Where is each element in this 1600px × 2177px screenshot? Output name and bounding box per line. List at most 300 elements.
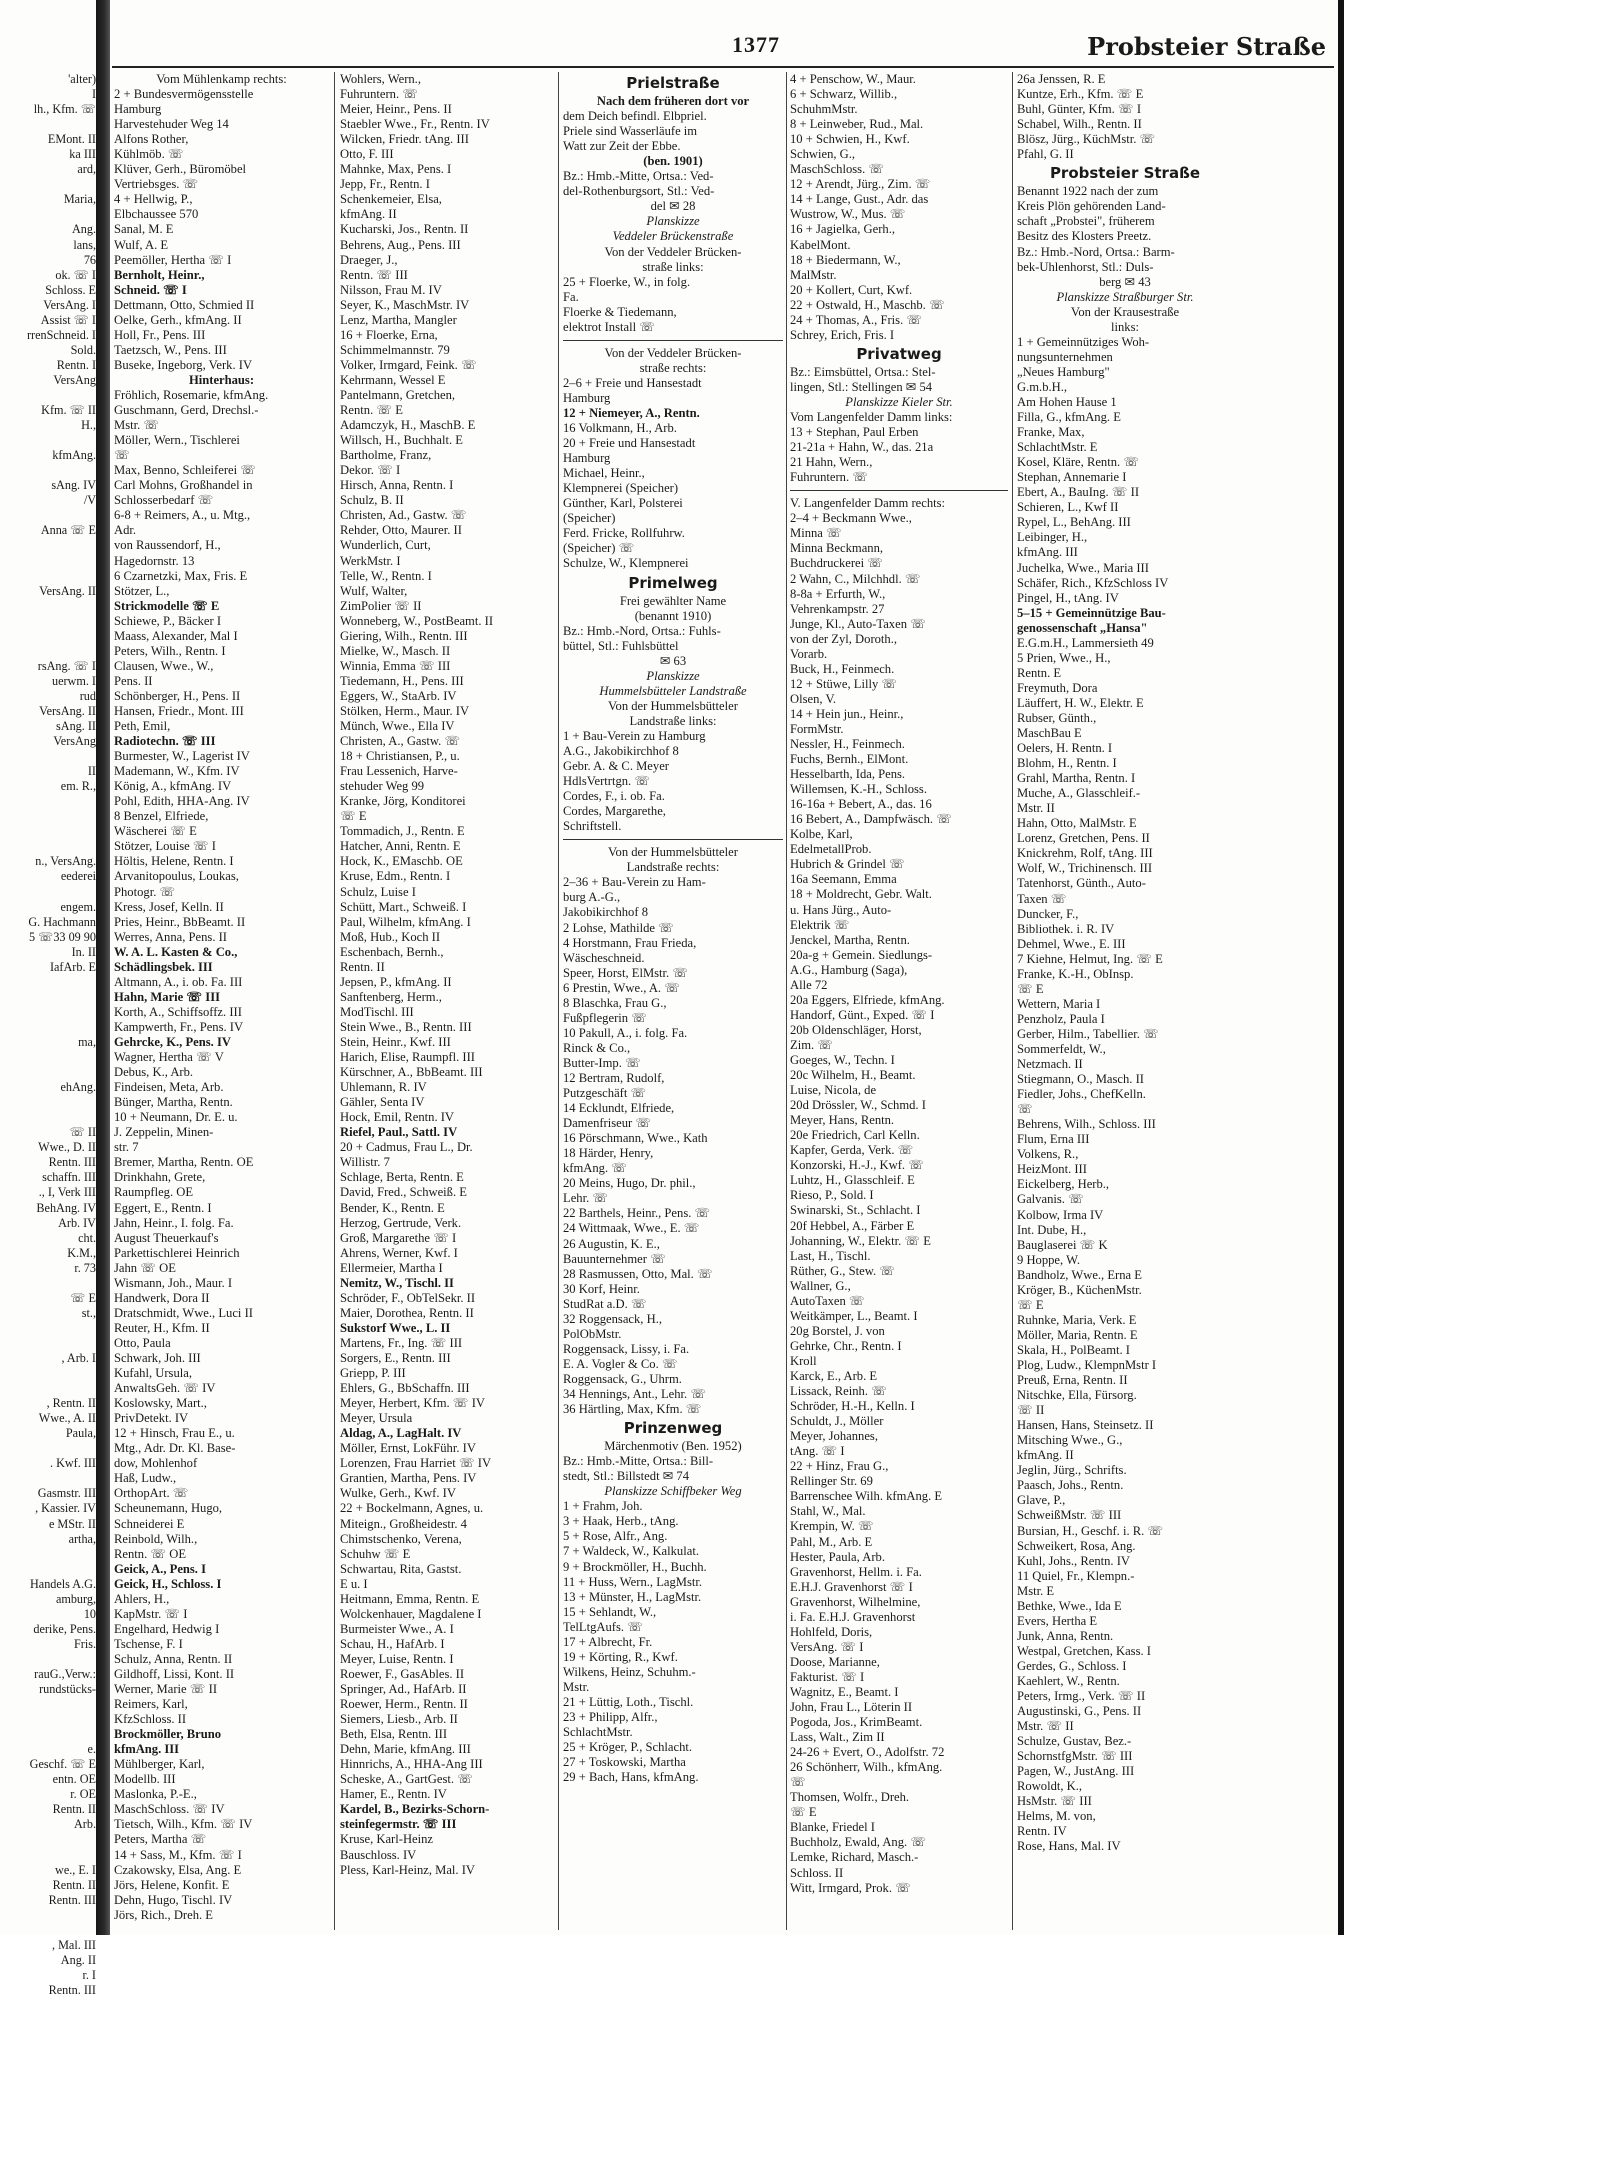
directory-entry: Planskizze <box>646 668 700 683</box>
directory-entry: 9 Hoppe, W. <box>1017 1252 1080 1267</box>
directory-entry: Ahrens, Werner, Kwf. I <box>340 1245 458 1260</box>
directory-entry: Mstr. II <box>1017 801 1055 816</box>
fragment-line: Geschf. ☏ E <box>29 1757 96 1772</box>
fragment-line: sAng. IV <box>51 478 96 493</box>
directory-entry: Lorenz, Gretchen, Pens. II <box>1017 831 1150 846</box>
directory-entry: Buhl, Günter, Kfm. ☏ I <box>1017 102 1142 117</box>
directory-entry: 12 + Niemeyer, A., Rentn. <box>563 405 700 420</box>
directory-entry: Johanning, W., Elektr. ☏ E <box>790 1233 931 1248</box>
directory-entry: Bz.: Hmb.-Mitte, Ortsa.: Bill- <box>563 1454 714 1469</box>
directory-entry: Seyer, K., MaschMstr. IV <box>340 297 470 312</box>
directory-entry: MalMstr. <box>790 267 837 282</box>
directory-entry: Raumpfleg. OE <box>114 1185 194 1200</box>
directory-entry: Hamer, E., Rentn. IV <box>340 1787 447 1802</box>
fragment-line: Rentn. III <box>48 1982 96 1997</box>
directory-entry: 24 + Thomas, A., Fris. ☏ <box>790 312 923 327</box>
directory-entry: Schweikert, Rosa, Ang. <box>1017 1538 1136 1553</box>
fragment-line: ok. ☏ I <box>55 267 96 282</box>
directory-entry: Pingel, H., tAng. IV <box>1017 590 1119 605</box>
directory-entry: Mühlberger, Karl, <box>114 1757 205 1772</box>
directory-entry: 25 + Floerke, W., in folg. <box>563 274 691 289</box>
directory-column-5 <box>1017 72 1233 1930</box>
directory-entry: Kuhl, Johs., Rentn. IV <box>1017 1553 1130 1568</box>
scan-margin <box>1344 0 1600 2177</box>
directory-entry: 10 + Neumann, Dr. E. u. <box>114 1110 238 1125</box>
directory-entry: Bibliothek. i. R. IV <box>1017 921 1115 936</box>
fragment-line <box>0 885 96 900</box>
directory-entry: Burmeister Wwe., A. I <box>340 1621 454 1636</box>
directory-entry: 32 Roggensack, H., <box>563 1311 662 1326</box>
directory-entry: Stiegmann, O., Masch. II <box>1017 1072 1144 1087</box>
directory-entry: Kufahl, Ursula, <box>114 1366 192 1381</box>
directory-entry: 20f Hebbel, A., Färber E <box>790 1218 915 1233</box>
fragment-line: Rentn. II <box>52 1877 96 1892</box>
page-number: 1377 <box>732 32 780 57</box>
directory-entry: straße links: <box>642 259 704 274</box>
fragment-line <box>0 2013 96 2028</box>
directory-entry: E.H.J. Gravenhorst ☏ I <box>790 1579 913 1594</box>
directory-entry: schaft „Probstei", früherem <box>1017 214 1155 229</box>
directory-entry: HsMstr. ☏ III <box>1017 1794 1092 1809</box>
directory-entry: Floerke & Tiedemann, <box>563 304 677 319</box>
directory-entry: Wettern, Maria I <box>1017 996 1101 1011</box>
fragment-line: , Rentn. II <box>46 1396 96 1411</box>
fragment-line <box>0 1366 96 1381</box>
directory-entry: 2–4 + Beckmann Wwe., <box>790 511 912 526</box>
directory-entry: Vom Mühlenkamp rechts: <box>156 72 287 86</box>
directory-entry: Rieso, P., Sold. I <box>790 1188 874 1203</box>
section-rule <box>563 839 783 840</box>
directory-entry: Eickelberg, Herb., <box>1017 1177 1110 1192</box>
directory-entry: 19 + Körting, R., Kwf. <box>563 1649 678 1664</box>
directory-entry: Knickrehm, Rolf, tAng. III <box>1017 846 1153 861</box>
directory-entry: Münch, Wwe., Ella IV <box>340 719 455 734</box>
directory-entry: Schuhw ☏ E <box>340 1546 411 1561</box>
directory-entry: Wulf, A. E <box>114 237 169 252</box>
directory-entry: 2 + Bundesvermögensstelle <box>114 87 254 102</box>
fragment-line: rud <box>79 688 96 703</box>
fragment-line <box>0 1471 96 1486</box>
directory-entry: Jepp, Fr., Rentn. I <box>340 177 430 192</box>
fragment-line <box>0 1065 96 1080</box>
directory-entry: Pohl, Edith, HHA-Ang. IV <box>114 794 250 809</box>
fragment-line <box>0 1562 96 1577</box>
directory-entry: Galvanis. ☏ <box>1017 1192 1084 1207</box>
directory-entry: Mtg., Adr. Dr. Kl. Base- <box>114 1441 236 1456</box>
directory-entry: 16 + Jagielka, Gerh., <box>790 222 896 237</box>
directory-entry: ☏ E <box>790 1805 817 1820</box>
directory-entry: 20e Friedrich, Carl Kelln. <box>790 1128 920 1143</box>
column-divider <box>334 72 335 1930</box>
directory-entry: Gerdes, G., Schloss. I <box>1017 1658 1127 1673</box>
directory-entry: Minna ☏ <box>790 526 842 541</box>
fragment-line: ehAng. <box>60 1080 96 1095</box>
directory-entry: Tiedemann, H., Pens. III <box>340 673 464 688</box>
directory-entry: Nach dem früheren dort vor <box>596 94 750 109</box>
directory-entry: (benannt 1910) <box>634 608 712 623</box>
fragment-line <box>0 538 96 553</box>
directory-entry: stedt, Stl.: Billstedt ✉ 74 <box>563 1469 690 1484</box>
directory-entry: SchornstfgMstr. ☏ III <box>1017 1749 1133 1764</box>
fragment-line: Gasmstr. III <box>37 1486 96 1501</box>
directory-entry: Maass, Alexander, Mal I <box>114 628 238 643</box>
directory-entry: 6 Prestin, Wwe., A. ☏ <box>563 980 680 995</box>
directory-entry: 7 + Waldeck, W., Kalkulat. <box>563 1544 699 1559</box>
directory-entry: Mademann, W., Kfm. IV <box>114 764 240 779</box>
fragment-line <box>0 508 96 523</box>
section-rule <box>563 340 783 341</box>
directory-entry: Schabel, Wilh., Rentn. II <box>1017 117 1142 132</box>
directory-entry: Vom Langenfelder Damm links: <box>790 410 953 425</box>
directory-entry: Augustinski, G., Pens. II <box>1017 1704 1142 1719</box>
directory-entry: Bauglaserei ☏ K <box>1017 1237 1108 1252</box>
directory-entry: Handorf, Günt., Exped. ☏ I <box>790 1007 935 1022</box>
directory-entry: Swinarski, St., Schlacht. I <box>790 1203 921 1218</box>
directory-entry: KapMstr. ☏ I <box>114 1606 188 1621</box>
directory-entry: Miteign., Großheidestr. 4 <box>340 1516 467 1531</box>
directory-entry: (Speicher) ☏ <box>563 541 635 556</box>
directory-entry: Mstr. ☏ <box>114 418 160 433</box>
directory-entry: 16-16a + Bebert, A., das. 16 <box>790 797 932 812</box>
directory-entry: Wulf, Walter, <box>340 583 408 598</box>
directory-entry: Dekor. ☏ I <box>340 463 401 478</box>
directory-entry: Schwark, Joh. III <box>114 1350 201 1365</box>
directory-entry: Stötzer, Louise ☏ I <box>114 839 216 854</box>
directory-entry: Goeges, W., Techn. I <box>790 1053 895 1067</box>
directory-entry: 27 + Toskowski, Martha <box>563 1755 686 1770</box>
directory-entry: Draeger, J., <box>340 252 398 267</box>
directory-entry: 21-21a + Hahn, W., das. 21a <box>790 440 934 455</box>
directory-entry: Modellb. III <box>114 1772 176 1787</box>
directory-entry: Bz.: Hmb.-Mitte, Ortsa.: Ved- <box>563 169 714 184</box>
directory-entry: 20g Borstel, J. von <box>790 1323 885 1338</box>
directory-entry: Möller, Ernst, LokFühr. IV <box>340 1441 476 1456</box>
directory-entry: Schönberger, H., Pens. II <box>114 688 241 703</box>
directory-entry: kfmAng. III <box>1017 545 1078 560</box>
directory-entry: Jakobikirchhof 8 <box>563 905 648 920</box>
street-section-title: Probsteier Straße <box>1049 164 1201 183</box>
directory-entry: Wolf, W., Trichinensch. III <box>1017 861 1153 876</box>
directory-entry: 20d Drössler, W., Schmd. I <box>790 1098 926 1113</box>
directory-entry: Nilsson, Frau M. IV <box>340 282 442 297</box>
directory-entry: Wunderlich, Curt, <box>340 538 431 553</box>
fragment-line: . Kwf. III <box>49 1456 96 1471</box>
directory-entry: Peemöller, Hertha ☏ I <box>114 252 232 267</box>
directory-entry: Schloss. II <box>790 1865 844 1880</box>
directory-entry: Telle, W., Rentn. I <box>340 568 432 583</box>
fragment-line <box>0 1712 96 1727</box>
fragment-line: r. OE <box>70 1787 96 1802</box>
directory-entry: Kuntze, Erh., Kfm. ☏ E <box>1017 87 1144 102</box>
directory-entry: „Neues Hamburg" <box>1017 364 1110 379</box>
directory-entry: Rinck & Co., <box>563 1040 631 1055</box>
directory-entry: Tschense, F. I <box>114 1636 183 1651</box>
directory-entry: Lenz, Martha, Mangler <box>340 312 457 327</box>
directory-entry: 14 + Lange, Gust., Adr. das <box>790 192 929 207</box>
fragment-line <box>0 614 96 629</box>
directory-entry: Roggensack, Lissy, i. Fa. <box>563 1341 690 1356</box>
directory-entry: Martens, Fr., Ing. ☏ III <box>340 1335 463 1350</box>
directory-entry: Wagner, Hertha ☏ V <box>114 1050 224 1065</box>
directory-entry: 5 + Rose, Alfr., Ang. <box>563 1529 668 1544</box>
directory-entry: Taetzsch, W., Pens. III <box>114 342 227 357</box>
directory-entry: Blanke, Friedel I <box>790 1820 875 1835</box>
fragment-line: Rentn. I <box>56 357 96 372</box>
directory-entry: Springer, Ad., HafArb. II <box>340 1682 467 1697</box>
directory-entry: Riefel, Paul., Sattl. IV <box>340 1125 458 1140</box>
fragment-line <box>0 1095 96 1110</box>
directory-entry: VersAng. ☏ I <box>790 1639 864 1654</box>
directory-entry: OrthopArt. ☏ <box>114 1486 189 1501</box>
directory-entry: Alle 72 <box>790 977 828 992</box>
directory-entry: Franke, K.-H., ObInsp. <box>1017 966 1134 981</box>
directory-entry: Maier, Dorothea, Rentn. II <box>340 1305 474 1320</box>
directory-entry: Groß, Margarethe ☏ I <box>340 1230 457 1245</box>
fragment-line: uerwm. I <box>52 673 96 688</box>
directory-entry: 18 + Biedermann, W., <box>790 252 901 267</box>
directory-entry: Griepp, P. III <box>340 1366 406 1381</box>
directory-entry: Hamburg <box>114 102 162 117</box>
directory-entry: Elbchaussee 570 <box>114 207 199 222</box>
directory-entry: 36 Härtling, Max, Kfm. ☏ <box>563 1402 702 1417</box>
directory-column-3 <box>563 72 783 1930</box>
directory-entry: Kruse, Edm., Rentn. I <box>340 869 451 884</box>
directory-entry: Höltis, Helene, Rentn. I <box>114 854 234 869</box>
directory-entry: Sanftenberg, Herm., <box>340 989 442 1004</box>
directory-entry: 20 Meins, Hugo, Dr. phil., <box>563 1176 696 1191</box>
directory-entry: Frei gewählter Name <box>619 593 727 608</box>
directory-entry: Meyer, Herbert, Kfm. ☏ IV <box>340 1396 485 1411</box>
directory-entry: kfmAng. II <box>1017 1448 1074 1463</box>
directory-entry: Cordes, F., i. ob. Fa. <box>563 789 665 804</box>
directory-entry: Herzog, Gertrude, Verk. <box>340 1215 462 1230</box>
fragment-line <box>0 554 96 569</box>
directory-entry: Pless, Karl-Heinz, Mal. IV <box>340 1862 476 1877</box>
directory-entry: Glave, P., <box>1017 1493 1066 1508</box>
directory-entry: Von der Hummelsbütteler <box>608 698 738 713</box>
fragment-line <box>0 1923 96 1938</box>
directory-entry: kfmAng. III <box>114 1742 180 1757</box>
directory-entry: ☏ <box>114 448 130 463</box>
directory-entry: Fakturist. ☏ I <box>790 1669 865 1684</box>
directory-entry: Gebr. A. & C. Meyer <box>563 759 669 774</box>
directory-entry: Mstr. E <box>1017 1583 1055 1598</box>
directory-entry: Adamczyk, H., MaschB. E <box>340 418 476 433</box>
directory-entry: Findeisen, Meta, Arb. <box>114 1080 224 1095</box>
directory-entry: Paasch, Johs., Rentn. <box>1017 1478 1124 1493</box>
directory-entry: Ehlers, G., BbSchaffn. III <box>340 1381 470 1396</box>
fragment-line: 10 <box>83 1606 96 1621</box>
directory-entry: 16 Volkmann, H., Arb. <box>563 421 677 436</box>
directory-entry: Lorenzen, Frau Harriet ☏ IV <box>340 1456 492 1471</box>
directory-entry: Schieren, L., Kwf II <box>1017 500 1119 515</box>
directory-entry: Bz.: Eimsbüttel, Ortsa.: Stel- <box>790 364 936 379</box>
directory-entry: Bauschloss. IV <box>340 1847 417 1862</box>
directory-entry: Jahn ☏ OE <box>114 1260 176 1275</box>
directory-entry: 8 Blaschka, Frau G., <box>563 995 667 1010</box>
directory-entry: Scheske, A., GartGest. ☏ <box>340 1772 473 1787</box>
directory-entry: Radiotechn. ☏ III <box>114 734 216 749</box>
directory-entry: Tietsch, Wilh., Kfm. ☏ IV <box>114 1817 253 1832</box>
directory-entry: Bethke, Wwe., Ida E <box>1017 1598 1122 1613</box>
directory-entry: G.m.b.H., <box>1017 379 1068 394</box>
directory-entry: Blösz, Jürg., KüchMstr. ☏ <box>1017 132 1156 147</box>
directory-entry: 22 + Hinz, Frau G., <box>790 1459 889 1474</box>
directory-entry: Kehrmann, Wessel E <box>340 372 446 387</box>
directory-entry: 14 + Hein jun., Heinr., <box>790 706 904 721</box>
directory-entry: 10 Pakull, A., i. folg. Fa. <box>563 1025 688 1040</box>
directory-entry: SchlachtMstr. E <box>1017 440 1098 455</box>
directory-entry: Pahl, M., Arb. E <box>790 1534 873 1549</box>
directory-entry: 20c Wilhelm, H., Beamt. <box>790 1068 916 1083</box>
directory-entry: Staebler Wwe., Fr., Rentn. IV <box>340 117 490 132</box>
fragment-line: Rentn. II <box>52 1802 96 1817</box>
directory-entry: Wagnitz, E., Beamt. I <box>790 1684 899 1699</box>
fragment-line <box>0 1727 96 1742</box>
directory-entry: Von der Hummelsbütteler <box>608 845 738 860</box>
directory-entry: Aldag, A., LagHalt. IV <box>340 1426 462 1441</box>
directory-entry: Schneiderei E <box>114 1516 185 1531</box>
directory-entry: 18 + Christiansen, P., u. <box>340 749 460 764</box>
directory-entry: KabelMont. <box>790 237 851 252</box>
directory-entry: nungsunternehmen <box>1017 349 1113 364</box>
fragment-line: EMont. II <box>47 132 96 147</box>
fragment-line: entn. OE <box>52 1772 96 1787</box>
fragment-line: rauG.,Verw.: <box>34 1666 96 1681</box>
fragment-line <box>0 990 96 1005</box>
directory-entry: ModTischl. III <box>340 1004 414 1019</box>
directory-column-1 <box>114 72 329 1930</box>
fragment-line: Ang. II <box>60 1952 96 1967</box>
fragment-line: G. Hachmann <box>28 914 96 929</box>
directory-entry: ✉ 63 <box>659 653 687 668</box>
directory-entry: Meyer, Hans, Rentn. <box>790 1113 895 1128</box>
directory-entry: Wilkens, Heinz, Schuhm.- <box>563 1664 696 1679</box>
fragment-line: lans, <box>73 237 96 252</box>
directory-entry: genossenschaft „Hansa" <box>1017 620 1148 635</box>
fragment-line: VersAng. II <box>39 583 96 598</box>
directory-entry: Schütt, Mart., Schweiß. I <box>340 899 467 914</box>
directory-entry: von der Zyl, Doroth., <box>790 631 898 646</box>
column-divider <box>786 72 787 1930</box>
fragment-line: we., E. I <box>55 1862 96 1877</box>
fragment-line: kfmAng. <box>52 448 96 463</box>
directory-entry: 1 + Frahm, Joh. <box>563 1499 643 1514</box>
directory-entry: A.G., Hamburg (Saga), <box>790 962 908 977</box>
directory-entry: Hubrich & Grindel ☏ <box>790 857 905 872</box>
directory-entry: Rentn. ☏ E <box>340 403 403 418</box>
directory-entry: Watt zur Zeit der Ebbe. <box>563 139 681 154</box>
directory-entry: Stötzer, L., <box>114 583 170 598</box>
directory-entry: 2 Wahn, C., Milchhdl. ☏ <box>790 571 921 586</box>
directory-entry: Holl, Fr., Pens. III <box>114 327 206 342</box>
directory-entry: FormMstr. <box>790 721 844 736</box>
directory-entry: AutoTaxen ☏ <box>790 1293 865 1308</box>
directory-entry: Kampwerth, Fr., Pens. IV <box>114 1019 244 1034</box>
directory-entry: Läuffert, H. W., Elektr. E <box>1017 695 1144 710</box>
directory-entry: Schulz, Anna, Rentn. II <box>114 1651 233 1666</box>
directory-entry: 16 Bebert, A., Dampfwäsch. ☏ <box>790 812 952 827</box>
directory-entry: Eggers, W., StaArb. IV <box>340 688 457 703</box>
directory-entry: Ruhnke, Maria, Verk. E <box>1017 1312 1137 1327</box>
directory-entry: Luhtz, H., Glasschleif. E <box>790 1173 915 1188</box>
directory-entry: 20 + Freie und Hansestadt <box>563 436 696 451</box>
directory-entry: 6 Czarnetzki, Max, Fris. E <box>114 568 248 583</box>
directory-entry: Schwartau, Rita, Gastst. <box>340 1561 462 1576</box>
fragment-line <box>0 1697 96 1712</box>
fragment-line: VersAng. II <box>39 703 96 718</box>
directory-entry: lingen, Stl.: Stellingen ✉ 54 <box>790 379 933 394</box>
directory-entry: Jeglin, Jürg., Schrifts. <box>1017 1463 1127 1478</box>
directory-entry: HeizMont. III <box>1017 1162 1087 1177</box>
directory-entry: Parkettischlerei Heinrich <box>114 1245 240 1260</box>
directory-entry: Nitschke, Ella, Fürsorg. <box>1017 1388 1137 1403</box>
directory-entry: Stein, Heinr., Kwf. III <box>340 1035 451 1049</box>
directory-entry: Volker, Irmgard, Feink. ☏ <box>340 357 477 372</box>
directory-entry: Besitz des Klosters Preetz. <box>1017 229 1152 244</box>
directory-entry: Wilcken, Friedr. tAng. III <box>340 132 469 147</box>
directory-entry: Rentn. IV <box>1017 1824 1067 1839</box>
directory-entry: Adr. <box>114 523 137 538</box>
directory-entry: bek-Uhlenhorst, Stl.: Duls- <box>1017 259 1154 274</box>
directory-entry: Kress, Josef, Kelln. II <box>114 899 224 914</box>
directory-entry: Planskizze <box>646 214 700 229</box>
directory-entry: 21 + Lüttig, Loth., Tischl. <box>563 1694 694 1709</box>
fragment-line: ☏ II <box>69 1125 96 1140</box>
fragment-line: amburg, <box>55 1591 96 1606</box>
directory-entry: Christen, A., Gastw. ☏ <box>340 734 461 749</box>
directory-entry: 5–15 + Gemeinnützige Bau- <box>1017 605 1166 620</box>
directory-entry: Otto, Paula <box>114 1335 171 1350</box>
directory-entry: (ben. 1901) <box>643 154 703 169</box>
directory-entry: Pagen, W., JustAng. III <box>1017 1764 1135 1779</box>
directory-entry: Ahlers, H., <box>114 1591 170 1606</box>
directory-entry: Nessler, H., Feinmech. <box>790 737 905 752</box>
directory-entry: 20 + Kollert, Curt, Kwf. <box>790 282 913 297</box>
directory-entry: 2 Lohse, Mathilde ☏ <box>563 920 674 935</box>
directory-entry: Dettmann, Otto, Schmied II <box>114 297 255 312</box>
directory-entry: Lass, Walt., Zim II <box>790 1730 885 1745</box>
directory-entry: Luise, Nicola, de <box>790 1083 877 1098</box>
directory-entry: Rentn. ☏ OE <box>114 1546 187 1561</box>
directory-entry: Helms, M. von, <box>1017 1809 1096 1824</box>
directory-entry: Photogr. ☏ <box>114 884 176 899</box>
directory-entry: Märchenmotiv (Ben. 1952) <box>604 1439 742 1454</box>
fragment-line: ma, <box>78 1035 96 1049</box>
directory-entry: 8 Benzel, Elfriede, <box>114 809 209 824</box>
fragment-line: n., VersAng. <box>35 854 96 869</box>
directory-entry: Mielke, W., Masch. II <box>340 643 451 658</box>
directory-entry: Blohm, H., Rentn. I <box>1017 756 1117 771</box>
directory-entry: Duncker, F., <box>1017 906 1079 921</box>
directory-entry: Last, H., Tischl. <box>790 1248 871 1263</box>
fragment-line <box>0 794 96 809</box>
fragment-line: VersAng <box>53 372 96 387</box>
directory-entry: Mitsching Wwe., G., <box>1017 1433 1123 1448</box>
directory-entry: Max, Benno, Schleiferei ☏ <box>114 463 256 478</box>
directory-entry: Schwien, G., <box>790 147 856 162</box>
directory-entry: 26 Augustin, K. E., <box>563 1236 660 1251</box>
directory-entry: Eschenbach, Bernh., <box>340 944 444 959</box>
directory-entry: 22 + Ostwald, H., Maschb. ☏ <box>790 297 945 312</box>
directory-entry: str. 7 <box>114 1140 139 1155</box>
directory-entry: Landstraße links: <box>629 713 717 728</box>
directory-entry: Minna Beckmann, <box>790 541 884 556</box>
directory-entry: Schau, H., HafArb. I <box>340 1636 445 1651</box>
directory-entry: Fa. <box>563 289 579 304</box>
directory-entry: Peth, Emil, <box>114 719 171 734</box>
directory-entry: Sukstorf Wwe., L. II <box>340 1320 451 1335</box>
